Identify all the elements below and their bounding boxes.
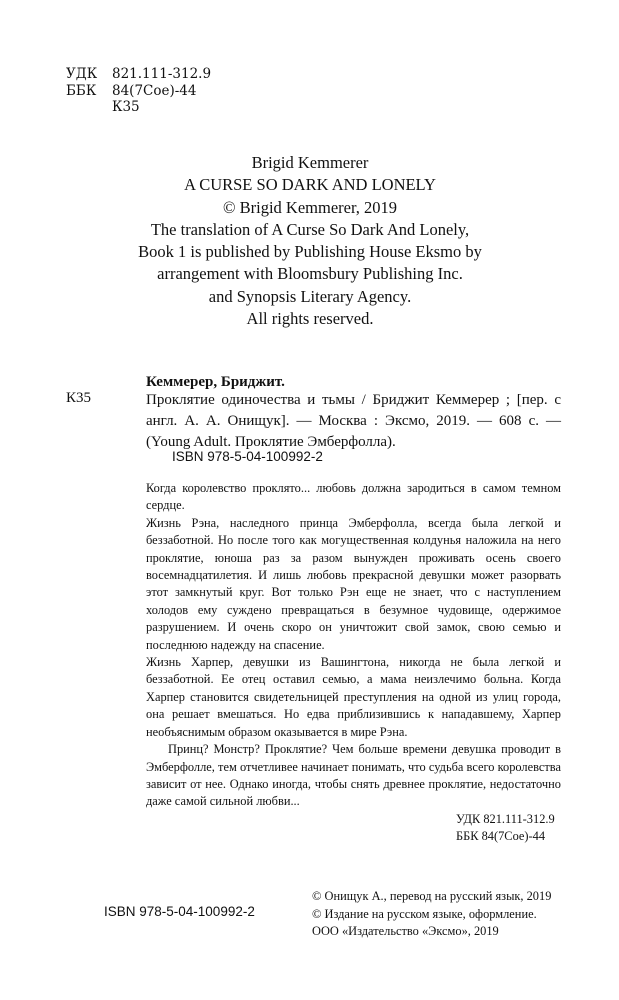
- bottom-isbn: ISBN 978-5-04-100992-2: [104, 904, 255, 919]
- copyright-publisher: ООО «Издательство «Эксмо», 2019: [312, 924, 499, 938]
- copyright-edition: © Издание на русском языке, оформление.: [312, 906, 537, 921]
- bbk-label: ББК: [66, 82, 97, 99]
- translation-line-3: arrangement with Bloomsbury Publishing Inc.: [157, 264, 463, 284]
- bottom-classification: [456, 811, 555, 845]
- copyright-notices: [312, 888, 551, 941]
- annotation-tagline: Когда королевство проклято... любовь должна зародиться в самом темном сердце.: [146, 481, 561, 513]
- copyright-translation: © Онищук А., перевод на русский язык, 2019: [312, 889, 552, 903]
- translation-line-2: Book 1 is published by Publishing House Eksmo by: [138, 242, 482, 262]
- catalog-mark: К35: [66, 390, 92, 406]
- english-copyright-block: [40, 152, 580, 330]
- rights-reserved: All rights reserved.: [246, 309, 374, 329]
- translation-line-1: The translation of A Curse So Dark And Lonely,: [150, 219, 470, 239]
- catalog-author-heading: Кеммерер, Бриджит.: [146, 374, 285, 390]
- annotation-paragraph: Принц? Монстр? Проклятие? Чем больше времени девушка проводит в Эмберфолле, тем отчетливее начинает понимать, что судьба всего королевства зависит от нее. Однако иногда, чтобы снять древнее проклятие, недостаточно даже самой сильной любви...: [146, 742, 561, 809]
- bottom-udk: УДК 821.111-312.9: [456, 812, 555, 826]
- udk-value: 821.111-312.9: [112, 66, 212, 82]
- annotation: [146, 480, 561, 811]
- original-copyright: © Brigid Kemmerer, 2019: [222, 197, 398, 217]
- bbk-value: 84(7Сое)-44: [112, 82, 197, 99]
- classification-codes: [66, 66, 211, 116]
- bottom-bbk: ББК 84(7Сое)-44: [456, 829, 546, 843]
- author-mark: К35: [112, 99, 140, 115]
- translation-line-4: and Synopsis Literary Agency.: [208, 286, 412, 306]
- original-title: A CURSE SO DARK AND LONELY: [184, 175, 436, 195]
- catalog-isbn: ISBN 978-5-04-100992-2: [172, 449, 323, 464]
- annotation-paragraph: Жизнь Харпер, девушки из Вашингтона, никогда не была легкой и беззаботной. Ее отец оставил семью, а мама неизлечимо больна. Когда Харпер становится свидетельницей преступления на одной из улиц города, она решает вмешаться. Но едва приблизившись к нападавшему, Харпер необъяснимым образом оказывается в мире Рэна.: [146, 655, 561, 739]
- udk-label: УДК: [66, 66, 98, 82]
- catalog-description: Проклятие одиночества и тьмы / Бриджит Кеммерер ; [пер. с англ. А. А. Онищук]. — Москва : Эксмо, 2019. — 608 с. — (Young Adult. Проклятие Эмберфолла).: [146, 392, 561, 451]
- annotation-paragraph: Жизнь Рэна, наследного принца Эмберфолла, всегда была легкой и беззаботной. Но после того как могущественная колдунья наложила на него проклятие, юноша раз за разом вынужден проживать осень своего восемнадцатилетия. И лишь любовь прекрасной девушки может разорвать этот замкнутый круг. Вот только Рэн еще не знает, что с наступлением холодов ему суждено превращаться в безумное чудовище, одержимое разрушением. И очень скоро он уничтожит свой замок, свою семью и последнюю надежду на спасение.: [146, 515, 561, 652]
- original-author: Brigid Kemmerer: [251, 153, 369, 172]
